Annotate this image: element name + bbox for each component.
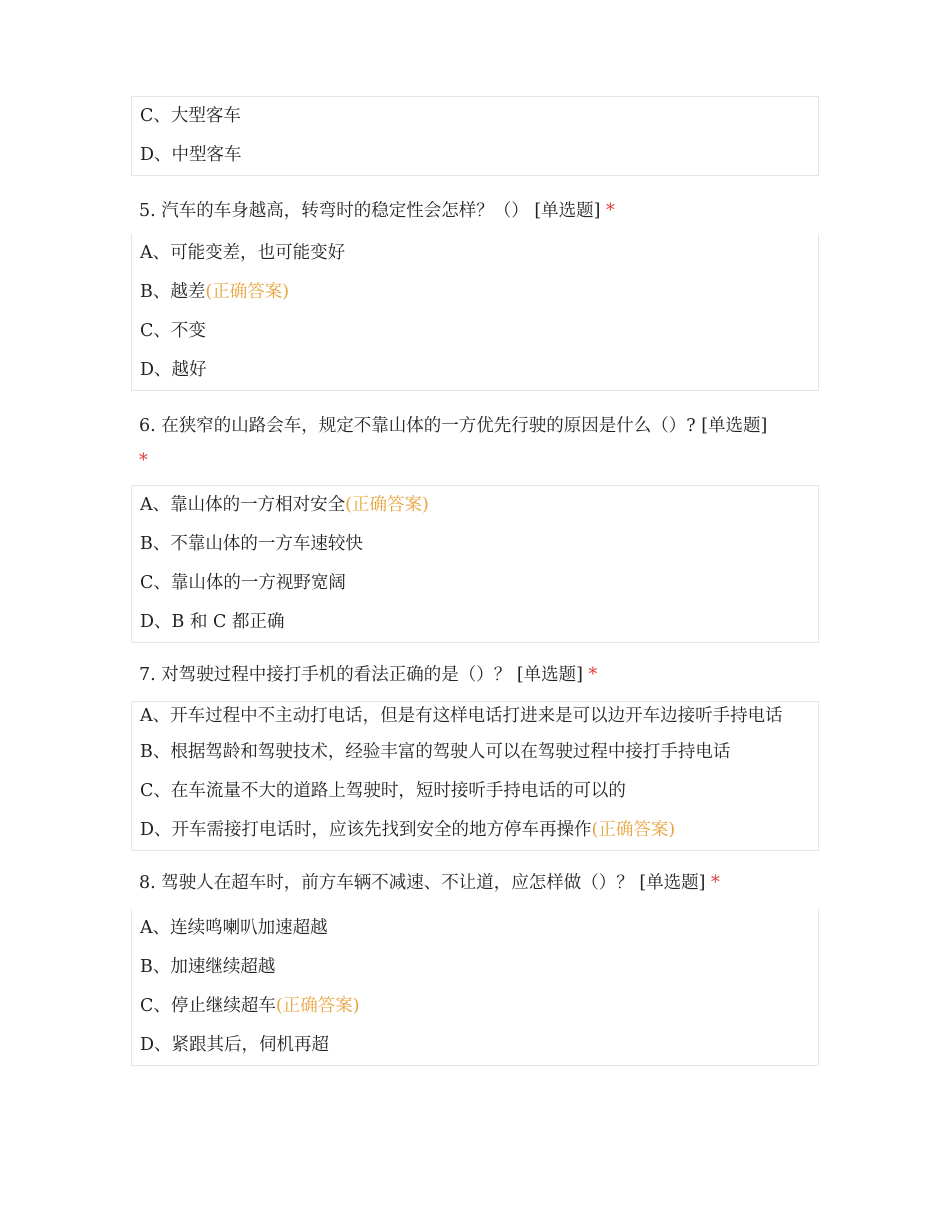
q6-option-c[interactable] (140, 564, 810, 603)
q5-option-a[interactable] (140, 234, 810, 273)
correct-answer-label: (正确答案) (205, 282, 290, 302)
q4-options (131, 96, 819, 176)
question-5 (131, 195, 819, 227)
q7-option-d[interactable] (140, 811, 810, 850)
option-text: B、加速继续超越 (140, 957, 276, 977)
q8-option-c[interactable] (140, 987, 810, 1026)
option-text: A、靠山体的一方相对安全 (140, 495, 346, 515)
option-text: A、连续鸣喇叭加速超越 (140, 918, 328, 938)
question-8 (131, 867, 819, 899)
question-7 (131, 659, 819, 691)
option-text: C、大型客车 (140, 106, 241, 126)
q5-options (131, 234, 819, 391)
required-mark: * (139, 451, 148, 471)
q7-option-b[interactable] (140, 733, 810, 772)
option-text: B、根据驾龄和驾驶技术，经验丰富的驾驶人可以在驾驶过程中接打手持电话 (140, 742, 731, 762)
option-text: C、靠山体的一方视野宽阔 (140, 573, 346, 593)
correct-answer-label: (正确答案) (591, 820, 676, 840)
option-text: C、停止继续超车 (140, 996, 276, 1016)
q8-options (131, 909, 819, 1066)
option-text: A、可能变差，也可能变好 (140, 243, 346, 263)
q7-options (131, 701, 819, 851)
q7-option-a[interactable] (140, 702, 810, 733)
option-text: D、中型客车 (140, 145, 242, 165)
option-text: D、紧跟其后，伺机再超 (140, 1035, 330, 1055)
q6-option-a[interactable] (140, 486, 810, 525)
q4-option-c[interactable] (140, 97, 810, 136)
option-text: C、不变 (140, 321, 206, 341)
q6-option-b[interactable] (140, 525, 810, 564)
required-mark: * (588, 665, 598, 685)
q6-option-d[interactable] (140, 603, 810, 642)
question-text: 5. 汽车的车身越高，转弯时的稳定性会怎样？（） [单选题] (139, 201, 607, 221)
question-title (139, 409, 811, 479)
q4-option-d[interactable] (140, 136, 810, 175)
required-mark: * (711, 873, 720, 893)
option-text: D、B 和 C 都正确 (140, 612, 285, 632)
q8-option-d[interactable] (140, 1026, 810, 1065)
q8-option-a[interactable] (140, 909, 810, 948)
question-text: 6. 在狭窄的山路会车，规定不靠山体的一方优先行驶的原因是什么（）? [单选题] (139, 416, 768, 436)
option-text: B、不靠山体的一方车速较快 (140, 534, 363, 554)
option-text: D、开车需接打电话时，应该先找到安全的地方停车再操作 (140, 820, 592, 840)
question-title (139, 659, 811, 691)
correct-answer-label: (正确答案) (345, 495, 429, 515)
q8-option-b[interactable] (140, 948, 810, 987)
option-text: A、开车过程中不主动打电话，但是有这样电话打进来是可以边开车边接听手持电话 (140, 706, 783, 726)
q5-option-d[interactable] (140, 351, 810, 390)
option-text: D、越好 (140, 360, 207, 380)
q7-option-c[interactable] (140, 772, 810, 811)
question-6 (131, 409, 819, 479)
required-mark: * (606, 201, 615, 221)
q5-option-b[interactable] (140, 273, 810, 312)
correct-answer-label: (正确答案) (275, 996, 360, 1016)
option-text: B、越差 (140, 282, 206, 302)
q5-option-c[interactable] (140, 312, 810, 351)
question-title (139, 195, 811, 227)
question-text: 8. 驾驶人在超车时，前方车辆不减速、不让道，应怎样做（）？ [单选题] (139, 873, 712, 893)
survey-page (131, 96, 819, 1066)
question-title (139, 867, 811, 899)
question-text: 7. 对驾驶过程中接打手机的看法正确的是（）？ [单选题] (139, 665, 589, 685)
q6-options (131, 485, 819, 643)
option-text: C、在车流量不大的道路上驾驶时，短时接听手持电话的可以的 (140, 781, 626, 801)
